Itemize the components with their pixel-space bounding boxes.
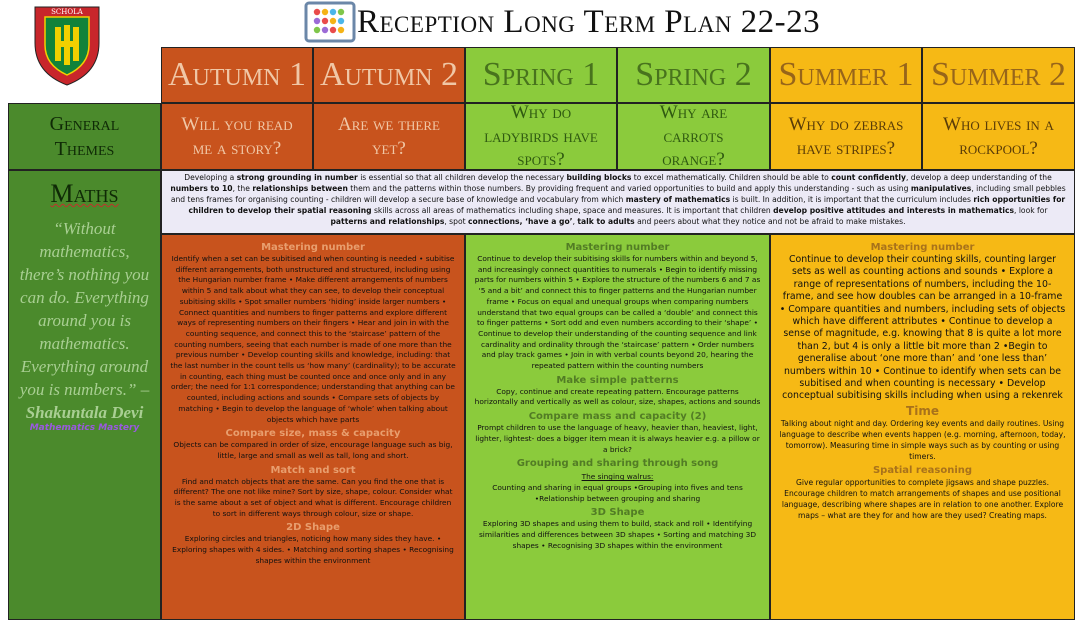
theme-summer-1: Why do zebras have stripes?	[770, 103, 922, 170]
spring-text-patterns: Copy, continue and create repeating pattern. Encourage patterns horizontally and vertically as well as colour, size, shapes, actions and sounds	[474, 386, 761, 407]
maths-title: Maths	[50, 179, 119, 208]
summer-heading-spatial: Spatial reasoning	[872, 464, 973, 476]
maths-subject-cell	[8, 170, 161, 620]
spring-heading-3d-shape: 3D Shape	[590, 507, 645, 519]
autumn-heading-mastering-number: Mastering number	[261, 242, 365, 253]
term-spring-1: Spring 1	[465, 47, 617, 103]
summer-text-time: Talking about night and day. Ordering key events and daily routines. Using language to describe when events happen (e.g. morning, afternoon, today, tomorrow). Measuring time in simple ways such as by counting or using timers.	[779, 418, 1066, 461]
term-spring-2: Spring 2	[617, 47, 770, 103]
autumn-text-match-sort: Find and match objects that are the same. Can you find the one that is different? The one not like mine? Sort by size, shape, colour. Consider what is the same about a set of object and what is different. Encourage children to sort in different ways through colour, size or shape.	[173, 476, 453, 518]
spring-heading-mastering-number: Mastering number	[565, 242, 670, 253]
quote-source: Mathematics Mastery	[29, 423, 140, 433]
autumn-heading-compare-size: Compare size, mass & capacity	[225, 428, 401, 440]
maths-intro: Developing a strong grounding in number is essential so that all children develop the necessary building blocks to excel mathematically. Children should be able to count confidently, develop a deep understanding of the numbers to 10, the relationships between them and the patterns within those numbers. By providing frequent and varied opportunities to build and apply this understanding - such as using manipulatives, including small pebbles and tens frames for organising counting - children will develop a secure base of knowledge and vocabulary from which mastery of mathematics is built. In addition, it is important that the curriculum includes rich opportunities for children to develop their spatial reasoning skills across all areas of mathematics including shape, space and measures. It is important that children develop positive attitudes and interests in mathematics, look for patterns and relationships, spot connections, ‘have a go’, talk to adults and peers about what they notice and not be afraid to make mistakes.	[161, 170, 1075, 234]
maths-quote: “Without mathematics, there’s nothing you can do. Everything around you is mathematics. Everything around you is numbers.” –	[19, 219, 150, 399]
svg-text:SCHOLA: SCHOLA	[51, 8, 83, 16]
spring-text-mass-capacity: Prompt children to use the language of heavy, heavier than, heaviest, light, lighter, lightest- does a bigger item mean it is always heavier e.g. a pillow or a brick?	[475, 423, 760, 454]
title-text: Reception Long Term Plan 22-23	[357, 3, 821, 40]
summer-heading-mastering-number: Mastering number	[870, 242, 975, 253]
theme-spring-1: Why do ladybirds have spots?	[465, 103, 617, 170]
page-title	[303, 0, 820, 44]
summer-heading-time: Time	[906, 403, 939, 418]
theme-spring-2: Why are carrots orange?	[617, 103, 770, 170]
autumn-heading-2d-shape: 2D Shape	[286, 522, 340, 534]
spring-heading-mass-capacity: Compare mass and capacity (2)	[528, 411, 707, 423]
autumn-heading-match-sort: Match and sort	[270, 464, 356, 476]
summer-text-spatial: Give regular opportunities to complete jigsaws and shape puzzles. Encourage children to match arrangements of shapes and use positional language, describing where shapes are in relation to one another. Explore maps – what are they for and how are they used? Creating maps.	[781, 477, 1064, 520]
term-summer-1: Summer 1	[770, 47, 922, 103]
term-summer-2: Summer 2	[922, 47, 1075, 103]
term-autumn-2: Autumn 2	[313, 47, 465, 103]
general-themes-label: General Themes	[8, 103, 161, 170]
spring-text-grouping: Counting and sharing in equal groups •Grouping into fives and tens •Relationship between grouping and sharing	[492, 482, 743, 503]
abacus-icon	[303, 1, 357, 43]
spring-heading-grouping: Grouping and sharing through song	[516, 458, 719, 470]
spring-text-3d-shape: Exploring 3D shapes and using them to build, stack and roll • Identifying similarities and differences between 3D shapes • Sorting and matching 3D shapes • Recognising 3D shapes within the environment	[478, 519, 757, 550]
spring-heading-patterns: Make simple patterns	[556, 374, 679, 386]
term-autumn-1: Autumn 1	[161, 47, 313, 103]
school-crest-logo	[33, 3, 101, 87]
spring-link-singing-walrus[interactable]: The singing walrus:	[581, 472, 654, 482]
summer-text-mastering-number: Continue to develop their counting skills, counting larger sets as well as counting actions and sounds • Explore a range of representations of numbers, including the 10-frame, and see how doubles can be arranged in a 10-frame • Compare quantities and numbers, including sets of objects which have different attributes • Continue to develop a sense of magnitude, e.g. knowing that 8 is quite a lot more than 2, but 4 is only a little bit more than 2 •Begin to generalise about ‘one more than’ and ‘one less than’ numbers within 10 • Continue to identify when sets can be subitised and when counting is necessary • Develop conceptual subitising skills including when using a rekenrek	[779, 254, 1066, 402]
autumn-text-mastering-number: Identify when a set can be subitised and when counting is needed • subitise different arrangements, both unstructured and structured, including using the Hungarian number frame • Make different arrangements of numbers within 5 and talk about what they can see, to develop their conceptual subitising skills • Spot smaller numbers ‘hiding’ inside larger numbers • Connect quantities and numbers to finger patterns and explore different ways of representing numbers on their fingers • Hear and join in with the counting sequence, and connect this to the ‘staircase’ pattern of the counting numbers, seeing that each number is made of one more than the previous number • Develop counting skills and knowledge, including: that the last number in the count tells us ‘how many’ (cardinality); to be accurate in counting, each thing must be counted once and once only and in any order; the need for 1:1 correspondence; understanding that anything can be counted, including actions and sounds • Compare sets of objects by matching • Begin to develop the language of ‘whole’ when talking about objects which have parts	[170, 254, 456, 424]
theme-autumn-1: Will you read me a story?	[161, 103, 313, 170]
theme-autumn-2: Are we there yet?	[313, 103, 465, 170]
spring-text-mastering-number: Continue to develop their subitising skills for numbers within and beyond 5, and increasingly connect quantities to numerals • Begin to identify missing parts for numbers within 5 • Explore the structure of the numbers 6 and 7 as ‘5 and a bit’ and connect this to finger patterns and the Hungarian number frame • Focus on equal and unequal groups when comparing numbers	[474, 254, 761, 306]
spring-text-mastering-number-2: understand that two equal groups can be called a ‘double’ and connect this to finger patterns • Sort odd and even numbers according to their ‘shape’ • Continue to develop their understanding of the counting sequence and link cardinality and ordinality through the ‘staircase’ pattern • Order numbers and play track games • Join in with verbal counts beyond 20, hearing the repeated pattern within the counting numbers	[477, 307, 758, 371]
autumn-maths-content	[161, 234, 465, 620]
summer-maths-content	[770, 234, 1075, 620]
autumn-text-2d-shape: Exploring circles and triangles, noticing how many sides they have. • Exploring shapes with 4 sides. • Matching and sorting shapes • Recognising shapes within the environment	[172, 534, 454, 565]
quote-author: Shakuntala Devi	[25, 403, 144, 422]
theme-summer-2: Who lives in a rockpool?	[922, 103, 1075, 170]
autumn-text-compare-size: Objects can be compared in order of size, encourage language such as big, little, large and small as well as tall, long and short.	[173, 440, 453, 460]
spring-maths-content	[465, 234, 770, 620]
